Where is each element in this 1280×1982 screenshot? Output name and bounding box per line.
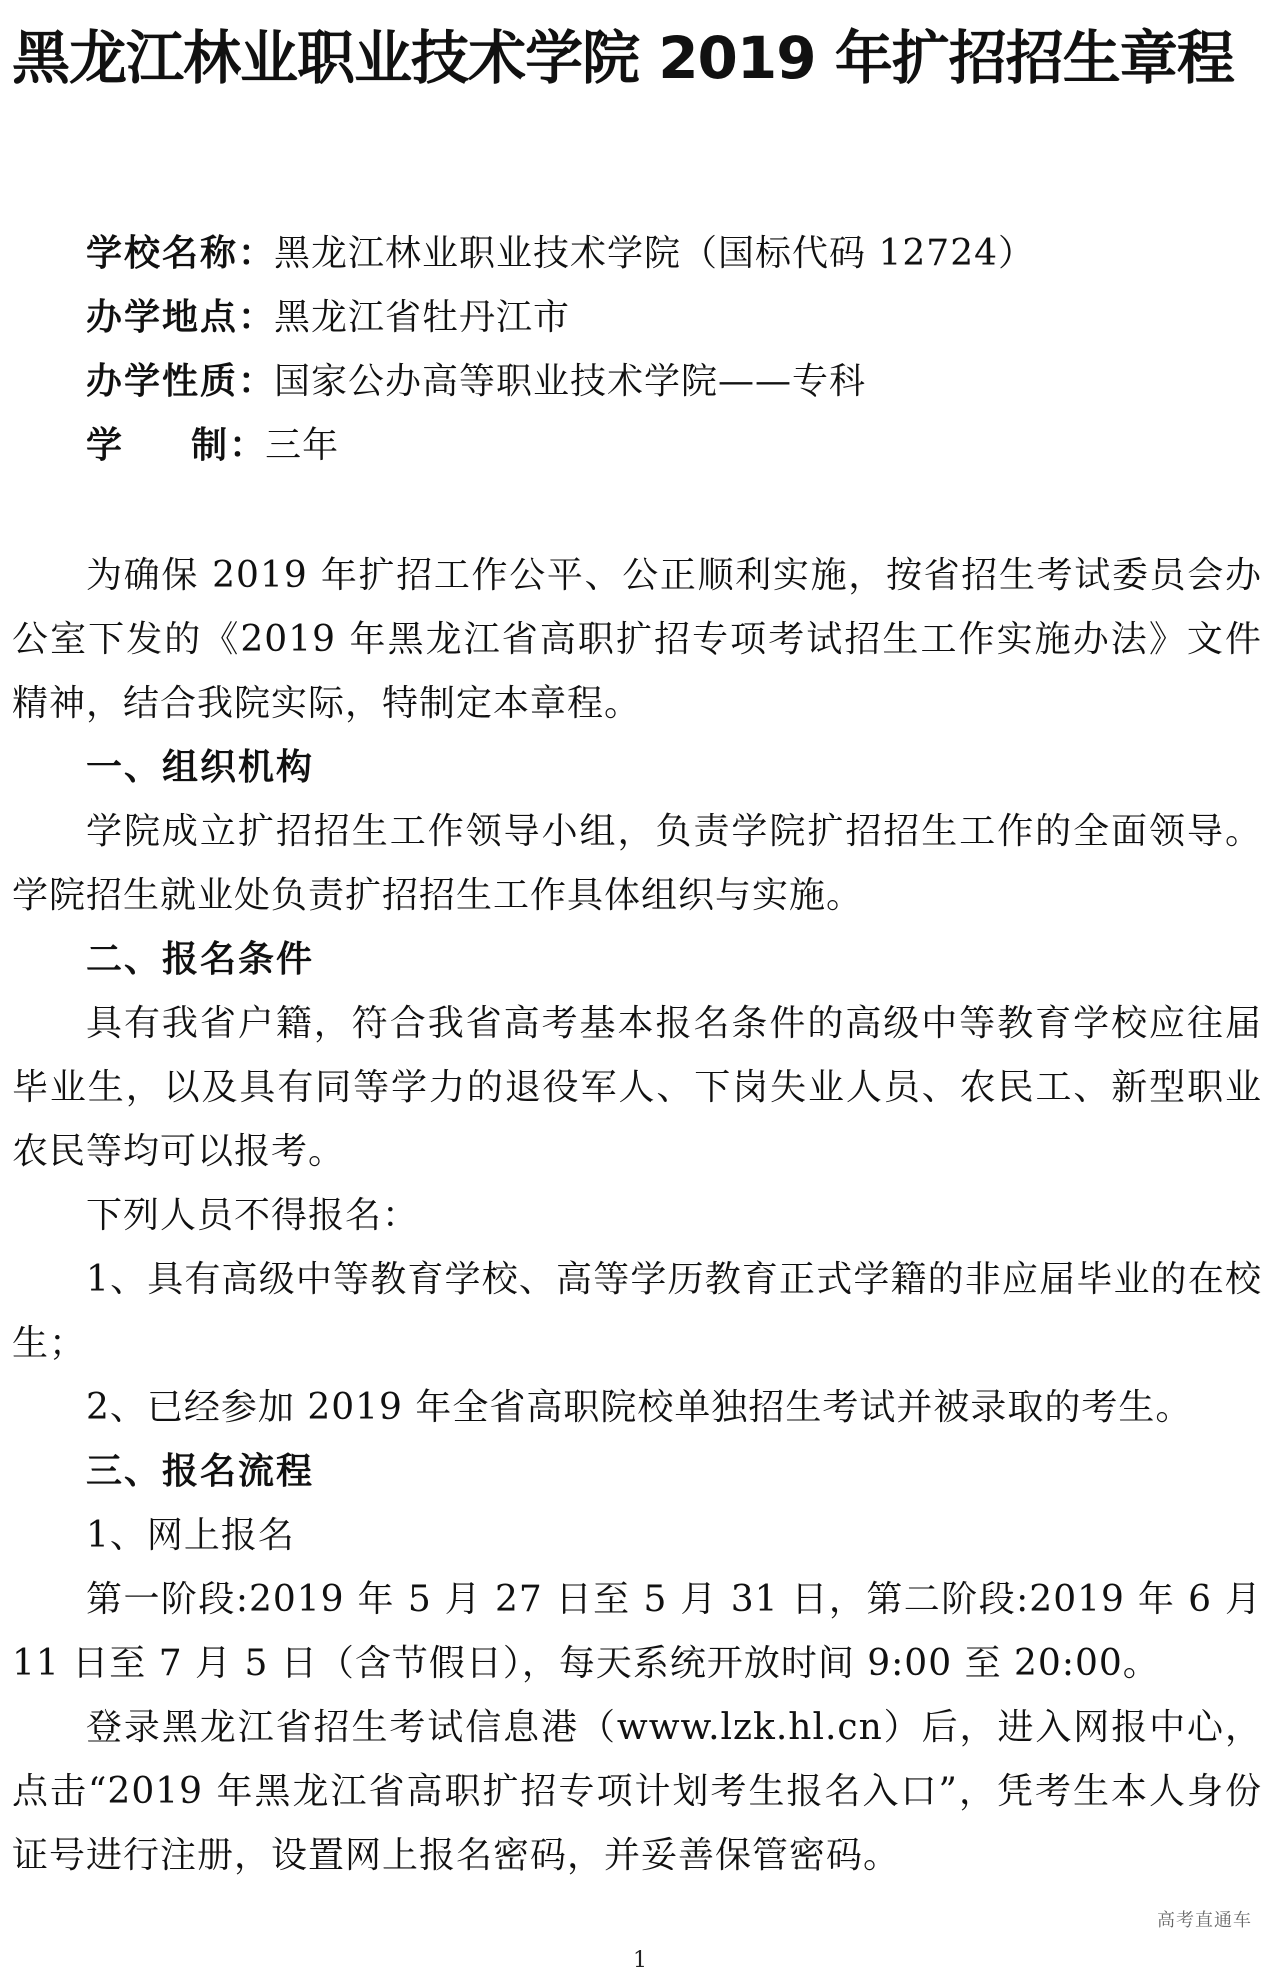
- document-body: [12, 544, 1262, 1888]
- info-separator: ：: [238, 361, 275, 402]
- section-heading-eligibility: 二、报名条件: [86, 939, 315, 980]
- section-heading-process: 三、报名流程: [86, 1451, 315, 1492]
- info-value: 黑龙江林业职业技术学院（国标代码 12724）: [274, 233, 1035, 274]
- school-info-block: [86, 222, 1186, 478]
- exclusion-item-2: 2、已经参加 2019 年全省高职院校单独招生考试并被录取的考生。: [86, 1387, 1193, 1428]
- info-label: 学校名称: [86, 233, 239, 274]
- info-row-duration: [86, 414, 1186, 478]
- step-online-registration: 1、网上报名: [86, 1515, 295, 1556]
- info-separator: ：: [238, 233, 275, 274]
- info-value: 黑龙江省牡丹江市: [274, 297, 571, 338]
- info-row-school-name: [86, 222, 1186, 286]
- info-value: 国家公办高等职业技术学院——专科: [274, 361, 867, 402]
- info-value: 三年: [265, 425, 340, 466]
- page-number: 1: [633, 1948, 647, 1973]
- watermark: 高考直通车: [1157, 1910, 1252, 1931]
- info-separator: ：: [229, 425, 266, 466]
- info-row-nature: [86, 350, 1186, 414]
- info-row-location: [86, 286, 1186, 350]
- info-label: 学 制: [86, 425, 230, 466]
- info-label: 办学地点: [86, 297, 239, 338]
- exclusion-item-1: 1、具有高级中等教育学校、高等学历教育正式学籍的非应届毕业的在校生；: [12, 1259, 1262, 1364]
- exclusion-intro: 下列人员不得报名：: [86, 1195, 420, 1236]
- intro-paragraph: 为确保 2019 年扩招工作公平、公正顺利实施，按省招生考试委员会办公室下发的《2019 年黑龙江省高职扩招专项考试招生工作实施办法》文件精神，结合我院实际，特制定本章程。: [12, 555, 1262, 724]
- document-title: 黑龙江林业职业技术学院 2019 年扩招招生章程: [12, 24, 1234, 92]
- section-heading-organization: 一、组织机构: [86, 747, 315, 788]
- organization-paragraph: 学院成立扩招招生工作领导小组，负责学院扩招招生工作的全面领导。学院招生就业处负责扩招招生工作具体组织与实施。: [12, 811, 1262, 916]
- instructions-paragraph: 登录黑龙江省招生考试信息港（www.lzk.hl.cn）后，进入网报中心，点击“2019 年黑龙江省高职扩招专项计划考生报名入口”，凭考生本人身份证号进行注册，设置网上报名密码，并妥善保管密码。: [12, 1707, 1262, 1876]
- schedule-paragraph: 第一阶段:2019 年 5 月 27 日至 5 月 31 日，第二阶段:2019 年 6 月 11 日至 7 月 5 日（含节假日），每天系统开放时间 9:00 至 20:00。: [12, 1579, 1262, 1684]
- eligibility-paragraph: 具有我省户籍，符合我省高考基本报名条件的高级中等教育学校应往届毕业生，以及具有同等学力的退役军人、下岗失业人员、农民工、新型职业农民等均可以报考。: [12, 1003, 1262, 1172]
- info-separator: ：: [238, 297, 275, 338]
- info-label: 办学性质: [86, 361, 239, 402]
